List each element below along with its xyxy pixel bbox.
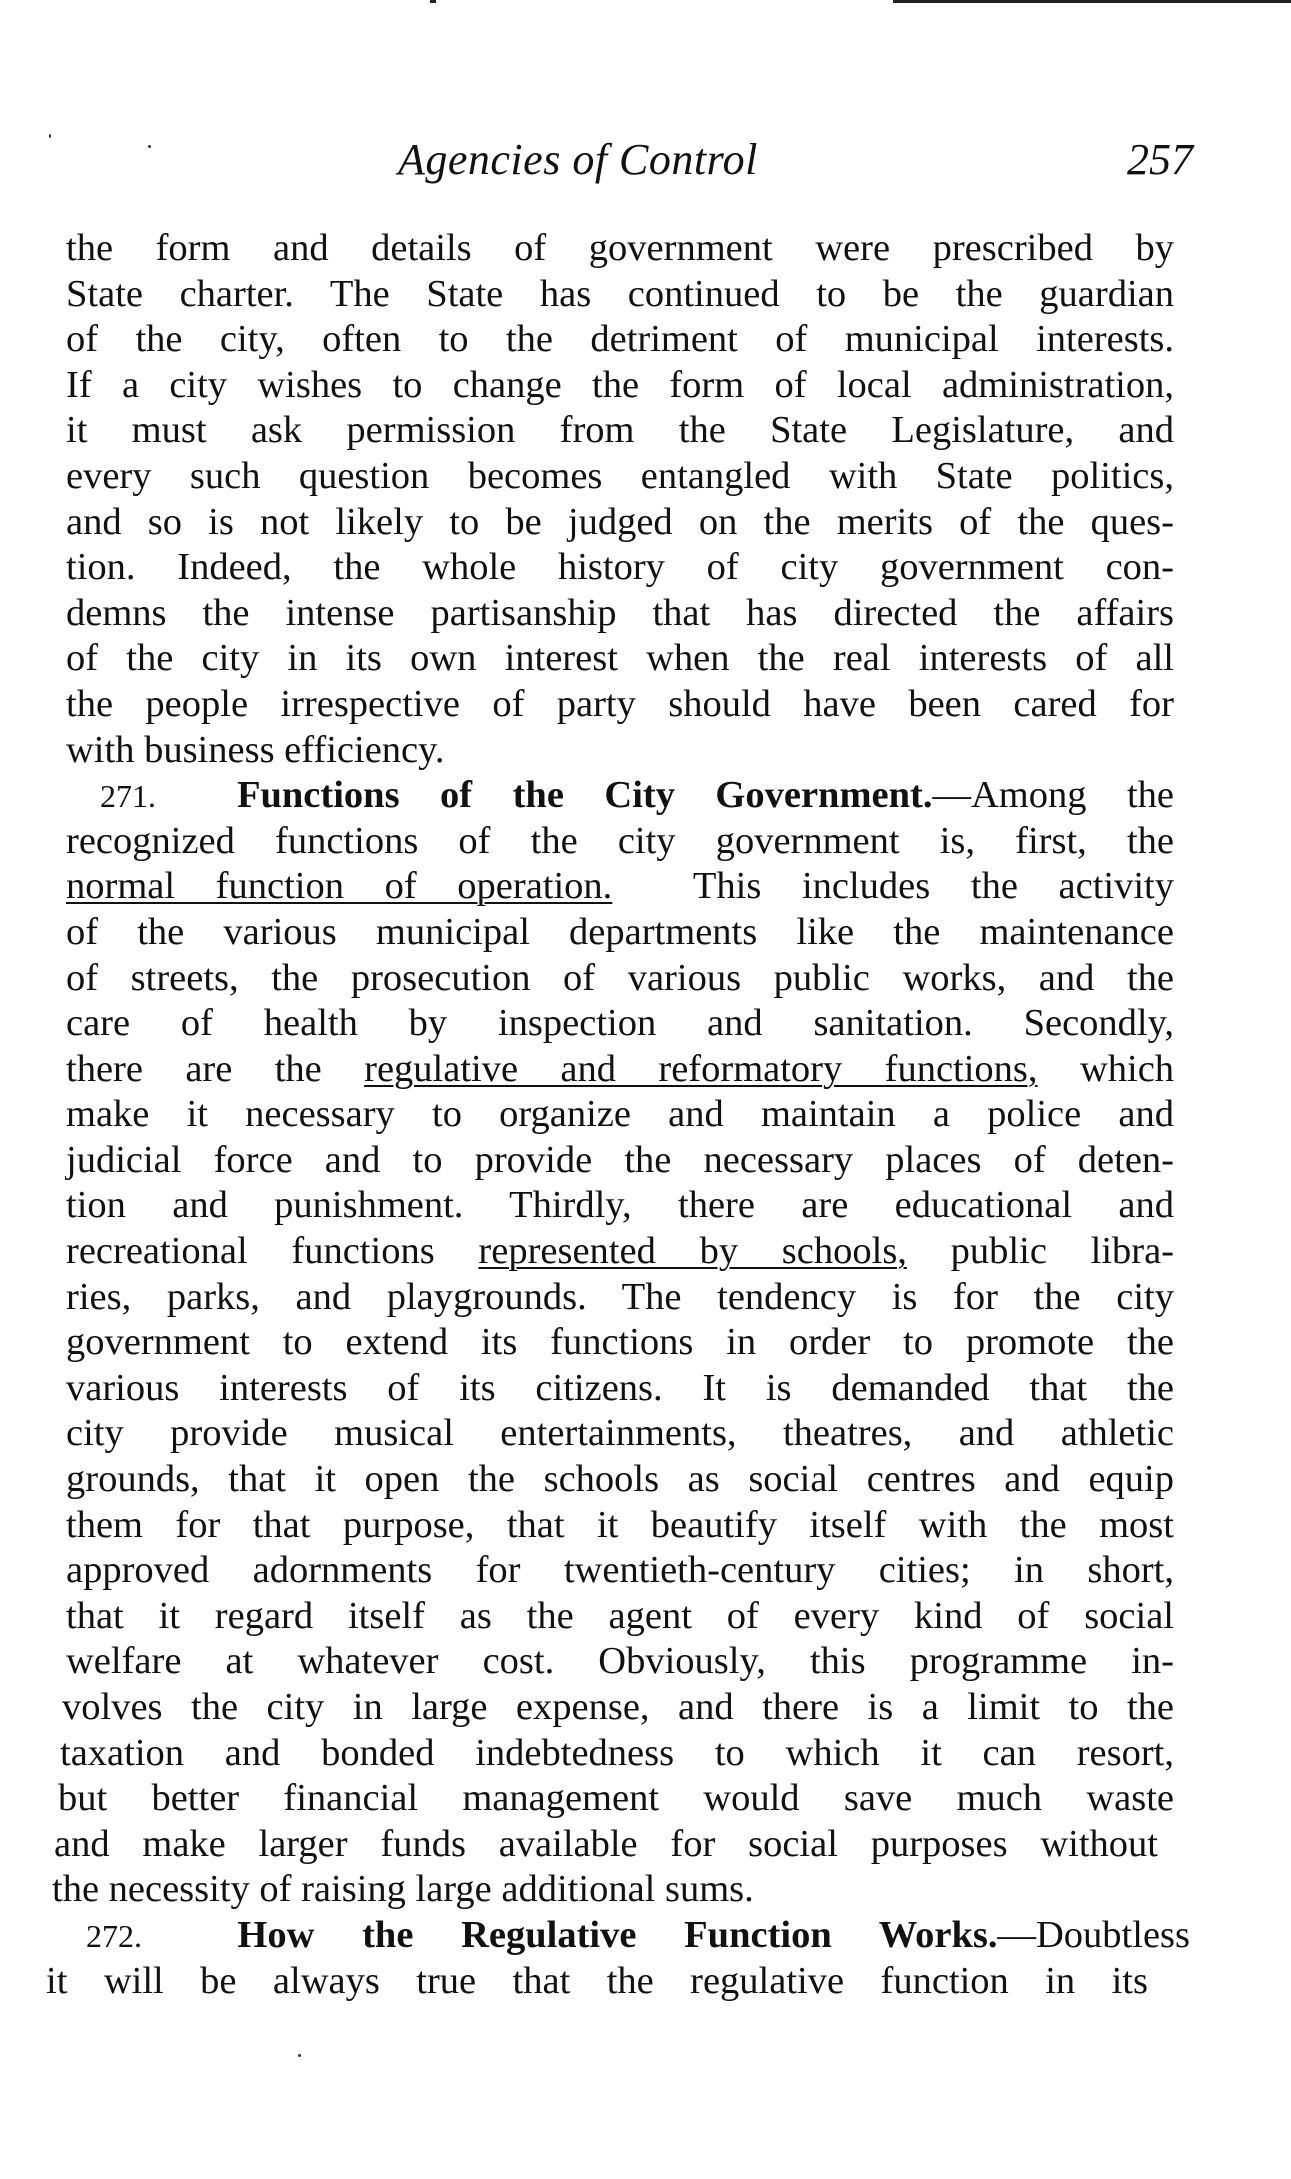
- text-line: every such question becomes entangled with State politics,: [66, 454, 1174, 497]
- text-line: it must ask permission from the State Legislature, and: [66, 409, 1174, 452]
- text-line: but better financial management would save much waste: [58, 1777, 1174, 1820]
- text-line: [66, 1229, 1174, 1275]
- text-run: —Doubtless: [997, 1913, 1190, 1956]
- text-run: —Among the: [932, 774, 1174, 817]
- underlined-phrase: represented by schools,: [478, 1230, 907, 1273]
- text-line: ries, parks, and playgrounds. The tendency is for the city: [66, 1275, 1174, 1318]
- text-run: This includes the activity: [692, 865, 1174, 908]
- text-line: tion and punishment. Thirdly, there are educational and: [66, 1184, 1174, 1227]
- text-line: of the various municipal departments like the maintenance: [66, 910, 1174, 953]
- text-line: demns the intense partisanship that has directed the affairs: [66, 591, 1174, 634]
- text-line: them for that purpose, that it beautify itself with the most: [66, 1503, 1174, 1546]
- text-line: government to extend its functions in order to promote the: [66, 1321, 1174, 1364]
- text-line: [66, 864, 1174, 910]
- text-line: and so is not likely to be judged on the merits of the ques-: [66, 500, 1174, 543]
- text-line: welfare at whatever cost. Obviously, this programme in-: [66, 1640, 1174, 1683]
- text-line: taxation and bonded indebtedness to which it can resort,: [60, 1731, 1174, 1774]
- running-title: Agencies of Control: [398, 135, 758, 184]
- text-line: grounds, that it open the schools as social centres and equip: [66, 1458, 1174, 1501]
- scan-edge-mark: [430, 0, 436, 3]
- section-heading: How the Regulative Function Works.: [237, 1913, 998, 1956]
- text-line: of streets, the prosecution of various public works, and the: [66, 956, 1174, 999]
- text-line: volves the city in large expense, and there is a limit to the: [62, 1686, 1174, 1728]
- text-run: public libra-: [950, 1230, 1175, 1273]
- scan-speck: [148, 145, 151, 148]
- section-272: [46, 1913, 1190, 2004]
- text-line: recognized functions of the city government is, first, the: [66, 819, 1174, 862]
- text-line: [66, 1047, 1174, 1093]
- text-line: it will be always true that the regulative function in its: [46, 1959, 1148, 2002]
- text-line: tion. Indeed, the whole history of city government con-: [66, 546, 1174, 589]
- scan-speck: [298, 2054, 301, 2057]
- text-line: judicial force and to provide the necessary places of deten-: [66, 1138, 1174, 1181]
- text-line: of the city, often to the detriment of municipal interests.: [66, 318, 1174, 361]
- text-line: the form and details of government were prescribed by: [66, 227, 1174, 269]
- page-body: [46, 226, 1190, 2004]
- text-line: the necessity of raising large additional sums.: [52, 1868, 754, 1911]
- section-heading-line: [66, 773, 1174, 819]
- text-line: and make larger funds available for social purposes without: [54, 1822, 1158, 1865]
- text-line: State charter. The State has continued to be the guardian: [66, 272, 1174, 315]
- text-run: which: [1079, 1047, 1175, 1090]
- text-line: approved adornments for twentieth-century cities; in short,: [66, 1549, 1174, 1592]
- section-271: [52, 773, 1175, 1913]
- text-line: that it regard itself as the agent of every kind of social: [66, 1594, 1174, 1637]
- underlined-phrase: regulative and reformatory functions,: [364, 1047, 1038, 1090]
- underlined-phrase: normal function of operation.: [66, 865, 613, 908]
- text-line: various interests of its citizens. It is demanded that the: [66, 1366, 1174, 1409]
- scan-edge-line: [893, 0, 1291, 3]
- text-run: there are the: [66, 1047, 322, 1090]
- page-header: [0, 134, 1291, 194]
- text-line: make it necessary to organize and maintain a police and: [66, 1093, 1174, 1136]
- section-heading-line: [52, 1913, 1190, 1959]
- text-line: care of health by inspection and sanitation. Secondly,: [66, 1002, 1174, 1045]
- page-number: 257: [1127, 135, 1193, 184]
- text-line: of the city in its own interest when the real interests of all: [66, 637, 1174, 680]
- text-line: city provide musical entertainments, theatres, and athletic: [66, 1412, 1174, 1455]
- text-run: recreational functions: [66, 1230, 435, 1273]
- section-number: 272.: [86, 1917, 142, 1954]
- text-line: with business efficiency.: [66, 728, 445, 771]
- paragraph-continuation: [66, 226, 1174, 773]
- scan-speck: [49, 134, 51, 138]
- section-number: 271.: [100, 778, 156, 815]
- text-line: If a city wishes to change the form of local administration,: [66, 363, 1174, 406]
- text-line: the people irrespective of party should have been cared for: [66, 682, 1174, 725]
- section-heading: Functions of the City Government.: [236, 774, 933, 817]
